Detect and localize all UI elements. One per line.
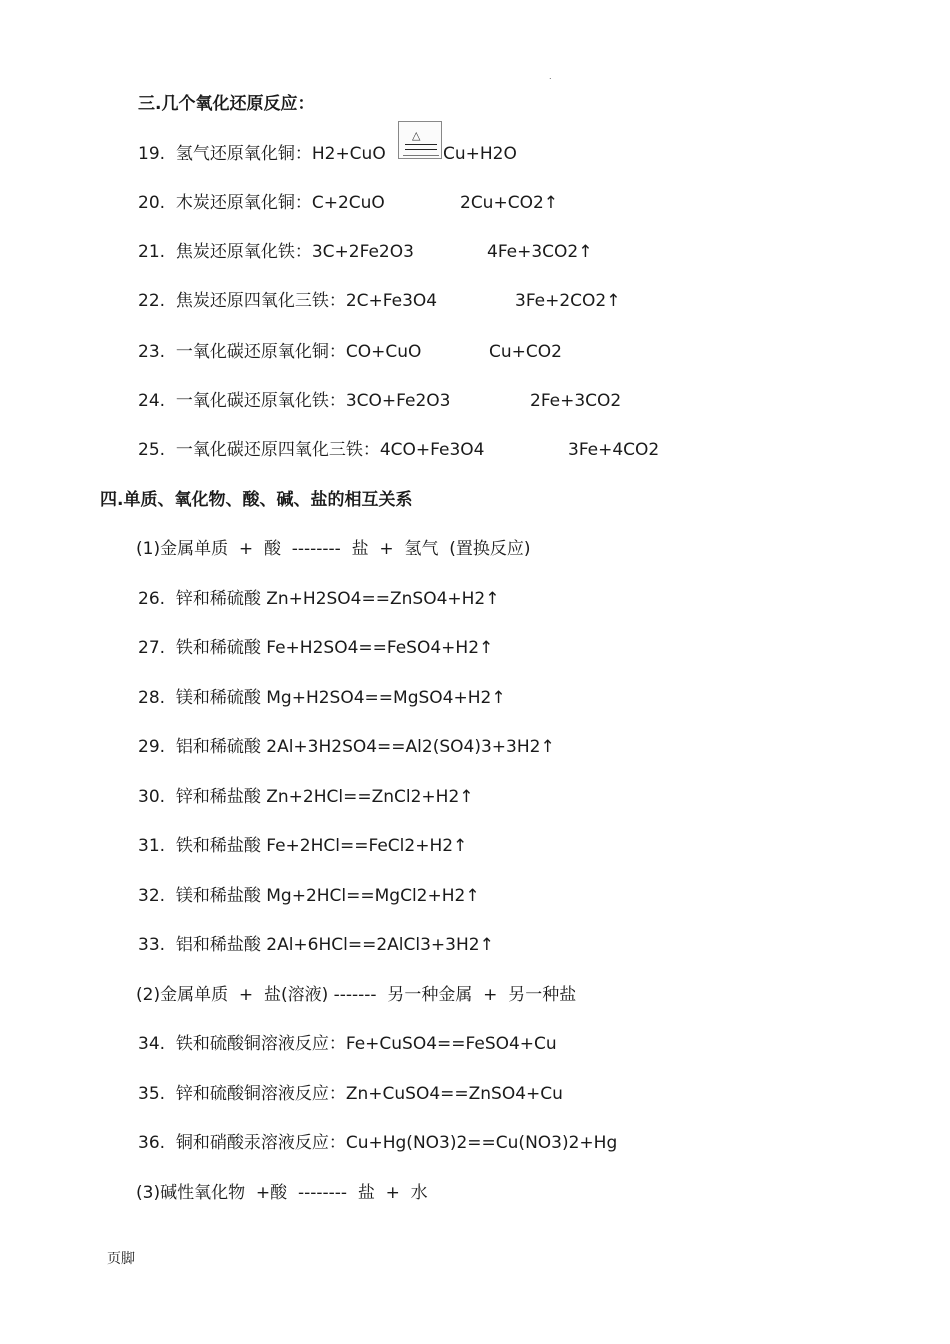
equation-29: 29. 铝和稀硫酸 2Al+3H2SO4==Al2(SO4)3+3H2↑	[138, 737, 555, 757]
equation-20-products: 2Cu+CO2↑	[460, 193, 559, 213]
equation-22-reactants: 22. 焦炭还原四氧化三铁：2C+Fe3O4	[138, 291, 438, 311]
equation-20-reactants: 20. 木炭还原氧化铜：C+2CuO	[138, 193, 385, 213]
heat-condition-icon	[398, 121, 442, 159]
equation-25-reactants: 25. 一氧化碳还原四氧化三铁：4CO+Fe3O4	[138, 440, 485, 460]
equation-19-products: Cu+H2O	[443, 144, 517, 164]
triangle-icon: △	[412, 129, 421, 142]
equation-32: 32. 镁和稀盐酸 Mg+2HCl==MgCl2+H2↑	[138, 886, 480, 906]
equation-23-products: Cu+CO2	[489, 342, 562, 362]
equation-24-reactants: 24. 一氧化碳还原氧化铁：3CO+Fe2O3	[138, 391, 451, 411]
equation-24-products: 2Fe+3CO2	[530, 391, 622, 411]
group-2-heading: (2)金属单质 + 盐(溶液) ------- 另一种金属 + 另一种盐	[136, 985, 577, 1005]
equation-35: 35. 锌和硫酸铜溶液反应：Zn+CuSO4==ZnSO4+Cu	[138, 1084, 563, 1104]
equation-22-products: 3Fe+2CO2↑	[515, 291, 621, 311]
page-footer: 页脚	[107, 1251, 135, 1267]
equation-19-reactants: 19. 氢气还原氧化铜：H2+CuO	[138, 144, 386, 164]
section-3-title: 三.几个氧化还原反应：	[138, 94, 315, 114]
equation-26: 26. 锌和稀硫酸 Zn+H2SO4==ZnSO4+H2↑	[138, 589, 500, 609]
group-3-heading: (3)碱性氧化物 +酸 -------- 盐 + 水	[136, 1183, 428, 1203]
equation-30: 30. 锌和稀盐酸 Zn+2HCl==ZnCl2+H2↑	[138, 787, 474, 807]
group-1-heading: (1)金属单质 + 酸 -------- 盐 + 氢气 (置换反应)	[136, 539, 531, 559]
header-mark: .	[549, 72, 552, 81]
equation-34: 34. 铁和硫酸铜溶液反应：Fe+CuSO4==FeSO4+Cu	[138, 1034, 557, 1054]
equation-21-products: 4Fe+3CO2↑	[487, 242, 593, 262]
equation-28: 28. 镁和稀硫酸 Mg+H2SO4==MgSO4+H2↑	[138, 688, 506, 708]
equation-27: 27. 铁和稀硫酸 Fe+H2SO4==FeSO4+H2↑	[138, 638, 494, 658]
equation-23-reactants: 23. 一氧化碳还原氧化铜：CO+CuO	[138, 342, 422, 362]
section-4-title: 四.单质、氧化物、酸、碱、盐的相互关系	[100, 490, 413, 510]
equation-33: 33. 铝和稀盐酸 2Al+6HCl==2AlCl3+3H2↑	[138, 935, 494, 955]
equation-25-products: 3Fe+4CO2	[568, 440, 660, 460]
equation-31: 31. 铁和稀盐酸 Fe+2HCl==FeCl2+H2↑	[138, 836, 468, 856]
equation-36: 36. 铜和硝酸汞溶液反应：Cu+Hg(NO3)2==Cu(NO3)2+Hg	[138, 1133, 618, 1153]
equation-21-reactants: 21. 焦炭还原氧化铁：3C+2Fe2O3	[138, 242, 414, 262]
